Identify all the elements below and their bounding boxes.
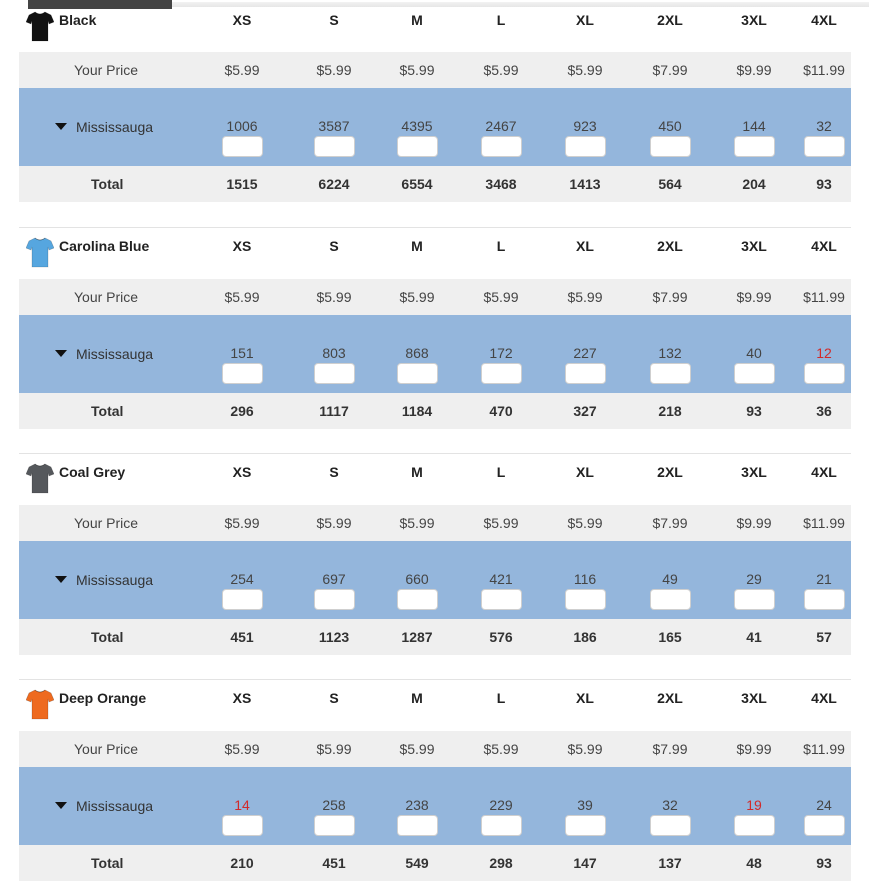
stock-quantity: 254 <box>230 571 254 587</box>
tshirt-icon <box>26 10 54 42</box>
order-qty-input[interactable] <box>650 815 691 836</box>
total-value: 93 <box>816 176 832 192</box>
size-label: L <box>496 12 506 28</box>
price-value: $5.99 <box>567 741 603 757</box>
size-header-row <box>19 227 851 279</box>
price-value: $5.99 <box>483 289 519 305</box>
price-value: $9.99 <box>736 741 772 757</box>
total-value: 210 <box>230 855 254 871</box>
price-value: $11.99 <box>803 515 845 531</box>
size-label: XS <box>232 464 252 480</box>
stock-quantity: 803 <box>322 345 346 361</box>
total-label: Total <box>91 403 124 419</box>
location-toggle[interactable] <box>55 572 153 588</box>
stock-quantity: 144 <box>742 118 766 134</box>
order-qty-input[interactable] <box>804 589 845 610</box>
size-label: 4XL <box>811 12 837 28</box>
total-value: 36 <box>816 403 832 419</box>
price-value: $5.99 <box>316 62 352 78</box>
total-value: 1123 <box>318 629 350 645</box>
stock-quantity: 32 <box>816 118 832 134</box>
total-value: 93 <box>746 403 762 419</box>
stock-quantity: 39 <box>577 797 593 813</box>
price-row <box>19 279 851 315</box>
order-qty-input[interactable] <box>804 815 845 836</box>
price-value: $5.99 <box>399 289 435 305</box>
stock-quantity: 21 <box>816 571 832 587</box>
price-value: $7.99 <box>652 515 688 531</box>
location-stock-row <box>19 541 851 619</box>
total-label: Total <box>91 855 124 871</box>
size-label: M <box>411 12 423 28</box>
order-qty-input[interactable] <box>314 589 355 610</box>
size-label: M <box>411 238 423 254</box>
size-label: 3XL <box>741 690 767 706</box>
total-value: 1287 <box>401 629 433 645</box>
color-name: Coal Grey <box>59 464 126 480</box>
total-value: 576 <box>489 629 513 645</box>
size-label: M <box>411 464 423 480</box>
size-header-row <box>19 679 851 731</box>
price-value: $11.99 <box>803 62 845 78</box>
stock-quantity: 24 <box>816 797 832 813</box>
size-label: S <box>329 690 339 706</box>
order-qty-input[interactable] <box>397 363 438 384</box>
stock-quantity: 923 <box>573 118 597 134</box>
price-label: Your Price <box>74 741 139 757</box>
size-label: 3XL <box>741 12 767 28</box>
total-row <box>19 393 851 429</box>
total-value: 147 <box>573 855 597 871</box>
price-value: $5.99 <box>316 741 352 757</box>
location-name: Mississauga <box>76 119 154 135</box>
order-qty-input[interactable] <box>565 136 606 157</box>
order-qty-input[interactable] <box>481 815 522 836</box>
price-row <box>19 731 851 767</box>
order-qty-input[interactable] <box>222 136 263 157</box>
size-label: 4XL <box>811 690 837 706</box>
order-qty-input[interactable] <box>734 589 775 610</box>
size-label: XS <box>232 12 252 28</box>
total-value: 1413 <box>569 176 601 192</box>
size-label: M <box>411 690 423 706</box>
order-qty-input[interactable] <box>397 136 438 157</box>
size-label: L <box>496 238 506 254</box>
stock-quantity: 116 <box>573 571 597 587</box>
total-value: 3468 <box>485 176 517 192</box>
price-value: $5.99 <box>399 741 435 757</box>
color-block <box>19 453 851 655</box>
stock-quantity: 421 <box>489 571 513 587</box>
size-label: S <box>329 12 339 28</box>
price-value: $5.99 <box>483 741 519 757</box>
total-row <box>19 619 851 655</box>
price-value: $11.99 <box>803 741 845 757</box>
stock-quantity: 4395 <box>401 118 433 134</box>
order-qty-input[interactable] <box>804 136 845 157</box>
size-label: 3XL <box>741 238 767 254</box>
location-name: Mississauga <box>76 572 154 588</box>
size-label: XL <box>576 12 594 28</box>
order-qty-input[interactable] <box>314 363 355 384</box>
size-label: 2XL <box>657 464 683 480</box>
stock-quantity: 19 <box>746 797 762 813</box>
price-value: $9.99 <box>736 289 772 305</box>
price-value: $5.99 <box>567 289 603 305</box>
size-label: S <box>329 464 339 480</box>
price-value: $5.99 <box>567 62 603 78</box>
total-value: 327 <box>573 403 597 419</box>
price-value: $5.99 <box>399 515 435 531</box>
order-qty-input[interactable] <box>734 815 775 836</box>
price-value: $5.99 <box>224 289 260 305</box>
color-block <box>19 227 851 429</box>
price-value: $5.99 <box>224 515 260 531</box>
total-value: 1184 <box>401 403 433 419</box>
size-label: XL <box>576 690 594 706</box>
top-divider <box>170 2 869 7</box>
total-value: 6554 <box>401 176 433 192</box>
tshirt-icon <box>26 462 54 494</box>
order-qty-input[interactable] <box>734 363 775 384</box>
size-label: S <box>329 238 339 254</box>
total-value: 1117 <box>319 403 349 419</box>
order-qty-input[interactable] <box>650 363 691 384</box>
order-qty-input[interactable] <box>804 363 845 384</box>
price-value: $9.99 <box>736 515 772 531</box>
price-value: $7.99 <box>652 289 688 305</box>
price-row <box>19 505 851 541</box>
top-nav-bar <box>28 0 172 9</box>
price-value: $7.99 <box>652 741 688 757</box>
stock-quantity: 3587 <box>318 118 350 134</box>
price-value: $5.99 <box>399 62 435 78</box>
total-value: 1515 <box>226 176 258 192</box>
total-label: Total <box>91 176 124 192</box>
total-value: 451 <box>322 855 346 871</box>
stock-quantity: 29 <box>746 571 762 587</box>
size-label: XL <box>576 238 594 254</box>
tshirt-icon <box>26 688 54 720</box>
total-value: 41 <box>746 629 762 645</box>
color-name: Carolina Blue <box>59 238 150 254</box>
size-label: L <box>496 464 506 480</box>
order-qty-input[interactable] <box>397 815 438 836</box>
tshirt-icon <box>26 236 54 268</box>
total-value: 564 <box>658 176 682 192</box>
price-value: $5.99 <box>316 289 352 305</box>
stock-quantity: 229 <box>489 797 513 813</box>
stock-quantity: 238 <box>405 797 429 813</box>
order-qty-input[interactable] <box>481 363 522 384</box>
stock-quantity: 450 <box>658 118 682 134</box>
caret-down-icon[interactable] <box>55 802 67 809</box>
caret-down-icon[interactable] <box>55 123 67 130</box>
order-qty-input[interactable] <box>397 589 438 610</box>
price-label: Your Price <box>74 289 139 305</box>
total-label: Total <box>91 629 124 645</box>
stock-quantity: 132 <box>658 345 682 361</box>
price-value: $9.99 <box>736 62 772 78</box>
stock-quantity: 32 <box>662 797 678 813</box>
price-value: $5.99 <box>567 515 603 531</box>
location-stock-row <box>19 88 851 166</box>
order-qty-input[interactable] <box>650 589 691 610</box>
price-value: $5.99 <box>316 515 352 531</box>
price-value: $5.99 <box>483 62 519 78</box>
price-label: Your Price <box>74 62 139 78</box>
size-label: XS <box>232 690 252 706</box>
stock-quantity: 258 <box>322 797 346 813</box>
order-qty-input[interactable] <box>565 589 606 610</box>
stock-quantity: 14 <box>234 797 250 813</box>
price-value: $11.99 <box>803 289 845 305</box>
stock-quantity: 12 <box>816 345 832 361</box>
location-stock-row <box>19 767 851 845</box>
caret-down-icon[interactable] <box>55 576 67 583</box>
caret-down-icon[interactable] <box>55 350 67 357</box>
total-value: 218 <box>658 403 682 419</box>
total-value: 186 <box>573 629 597 645</box>
order-qty-input[interactable] <box>565 815 606 836</box>
order-qty-input[interactable] <box>222 363 263 384</box>
size-label: 4XL <box>811 238 837 254</box>
color-block <box>19 679 851 881</box>
total-value: 165 <box>658 629 682 645</box>
size-label: 2XL <box>657 12 683 28</box>
order-qty-input[interactable] <box>222 815 263 836</box>
location-toggle[interactable] <box>55 798 153 814</box>
size-label: 3XL <box>741 464 767 480</box>
order-qty-input[interactable] <box>650 136 691 157</box>
total-row <box>19 845 851 881</box>
order-qty-input[interactable] <box>222 589 263 610</box>
total-value: 451 <box>230 629 254 645</box>
stock-quantity: 2467 <box>485 118 517 134</box>
location-name: Mississauga <box>76 346 154 362</box>
total-value: 93 <box>816 855 832 871</box>
order-qty-input[interactable] <box>481 589 522 610</box>
location-toggle[interactable] <box>55 119 153 135</box>
order-qty-input[interactable] <box>565 363 606 384</box>
price-row <box>19 52 851 88</box>
order-qty-input[interactable] <box>314 815 355 836</box>
stock-quantity: 697 <box>322 571 346 587</box>
price-value: $5.99 <box>224 741 260 757</box>
price-value: $5.99 <box>224 62 260 78</box>
size-label: 4XL <box>811 464 837 480</box>
stock-quantity: 151 <box>230 345 254 361</box>
size-label: XS <box>232 238 252 254</box>
total-value: 296 <box>230 403 254 419</box>
size-header-row <box>19 453 851 505</box>
total-value: 204 <box>742 176 766 192</box>
stock-quantity: 172 <box>489 345 513 361</box>
size-label: L <box>496 690 506 706</box>
size-label: XL <box>576 464 594 480</box>
color-name: Black <box>59 12 97 28</box>
stock-quantity: 660 <box>405 571 429 587</box>
color-name: Deep Orange <box>59 690 147 706</box>
total-value: 137 <box>658 855 682 871</box>
location-stock-row <box>19 315 851 393</box>
total-value: 549 <box>405 855 429 871</box>
price-label: Your Price <box>74 515 139 531</box>
total-value: 48 <box>746 855 762 871</box>
order-qty-input[interactable] <box>481 136 522 157</box>
stock-quantity: 227 <box>573 345 597 361</box>
stock-quantity: 1006 <box>226 118 258 134</box>
location-toggle[interactable] <box>55 346 153 362</box>
size-label: 2XL <box>657 690 683 706</box>
order-qty-input[interactable] <box>734 136 775 157</box>
location-name: Mississauga <box>76 798 154 814</box>
stock-quantity: 49 <box>662 571 678 587</box>
price-value: $7.99 <box>652 62 688 78</box>
size-label: 2XL <box>657 238 683 254</box>
total-row <box>19 166 851 202</box>
total-value: 6224 <box>318 176 350 192</box>
total-value: 57 <box>816 629 832 645</box>
color-block <box>19 0 851 202</box>
total-value: 298 <box>489 855 513 871</box>
stock-quantity: 40 <box>746 345 762 361</box>
total-value: 470 <box>489 403 513 419</box>
price-value: $5.99 <box>483 515 519 531</box>
stock-quantity: 868 <box>405 345 429 361</box>
order-qty-input[interactable] <box>314 136 355 157</box>
